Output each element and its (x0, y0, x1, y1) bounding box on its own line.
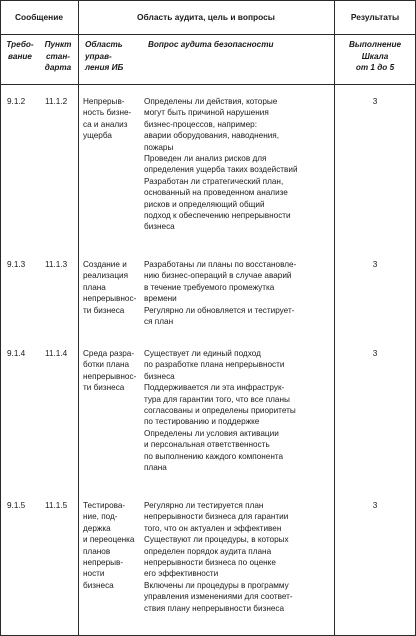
row-requirement: 9.1.2 (7, 97, 26, 106)
row-result: 3 (372, 349, 378, 358)
row-result: 3 (372, 260, 378, 269)
subheader-management-area: Область управ- ления ИБ (85, 40, 124, 73)
subheader-standard-item: Пункт стан- дарта (44, 40, 72, 73)
table-border-left (0, 0, 1, 636)
row-standard-item: 11.1.5 (45, 501, 68, 510)
row-result: 3 (372, 97, 378, 106)
row-audit-question: Определены ли действия, которые могут быть причиной нарушения бизнес-процессов, например: аварии оборудования, наводнения, пожары Проведен ли анализ рисков для определения ущерба таких воздействий Разработан ли стратегический план, основанный на проведенном анализе рисков и определяющий общий подход к обеспечению непрерывности бизнеса (144, 97, 298, 232)
row-standard-item: 11.1.3 (45, 260, 68, 269)
row-audit-question: Разработаны ли планы по восстановле- нию бизнес-операций в случае аварий в течение требуемого промежутка времени Регулярно ли обновляется и тестирует- ся план (144, 260, 297, 327)
row-standard-item: 11.1.2 (45, 97, 68, 106)
header-results: Результаты (350, 12, 400, 22)
table-border-top (0, 0, 416, 1)
row-result: 3 (372, 501, 378, 510)
row-audit-question: Существует ли единый подход по разработке плана непрерывности бизнеса Поддерживается ли эта инфраструк- тура для гарантии того, что все планы согласованы и определены приоритеты по тестированию и поддержке Определены ли условия активации и персональная ответственность по выполнению каждого компонента плана (144, 349, 296, 473)
subheader-result-scale: Выполнение Шкала от 1 до 5 (349, 40, 401, 73)
header-message: Сообщение (14, 12, 64, 22)
subheader-security-question: Вопрос аудита безопасности (148, 40, 274, 49)
row-management-area: Среда разра- ботки плана непрерывнос- ти бизнеса (83, 349, 137, 393)
row-requirement: 9.1.4 (7, 349, 26, 358)
header-audit-area: Область аудита, цель и вопросы (137, 12, 275, 22)
row-management-area: Создание и реализация плана непрерывнос- ти бизнеса (83, 260, 137, 315)
row-management-area: Тестирова- ние, под- держка и переоценка планов непрерыв- ности бизнеса (83, 501, 135, 590)
subheader-requirement: Требо- вание (6, 40, 34, 61)
column-divider (78, 0, 79, 636)
row-audit-question: Регулярно ли тестируется план непрерывности бизнеса для гарантии того, что он актуален и эффективен Существуют ли процедуры, в которых определен порядок аудита плана непрерывности бизнеса по оценке его эффективности Включены ли процедуры в программу управления изменениями для соответ- ствия плану непрерывности бизнеса (144, 501, 293, 613)
row-management-area: Непрерыв- ность бизне- са и анализ ущерба (83, 97, 132, 141)
row-standard-item: 11.1.4 (45, 349, 68, 358)
subheader-divider (0, 84, 416, 85)
row-requirement: 9.1.3 (7, 260, 26, 269)
row-requirement: 9.1.5 (7, 501, 26, 510)
header-divider (0, 34, 416, 35)
